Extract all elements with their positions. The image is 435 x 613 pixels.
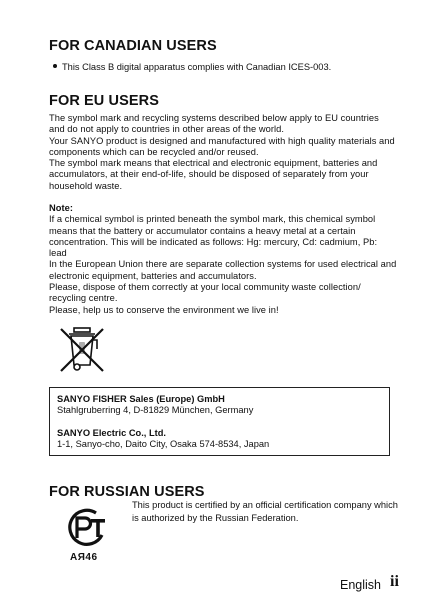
eu-paragraph: The symbol mark and recycling systems described below apply to EU countries and do not apply to countries in other areas of the world. — [49, 113, 379, 135]
contact-box — [49, 387, 390, 456]
company-name: SANYO FISHER Sales (Europe) GmbH — [57, 394, 225, 404]
eu-paragraph: The symbol mark means that electrical and electronic equipment, batteries and accumulators, at their end-of-life, should be disposed of separately from your household waste. — [49, 158, 378, 191]
russian-text: This product is certified by an official certification company which is authorized by the Russian Federation. — [132, 500, 398, 523]
eu-heading: FOR EU USERS — [49, 93, 159, 109]
page-number: ii — [390, 573, 399, 590]
canadian-bullet-text: This Class B digital apparatus complies with Canadian ICES-003. — [62, 62, 332, 72]
note-paragraph: If a chemical symbol is printed beneath the symbol mark, this chemical symbol means that the battery or accumulator contains a heavy metal at a certain concentration. This will be indicated as follows: Hg: mercury, Cd: cadmium, Pb: lead — [49, 214, 378, 259]
eu-body — [49, 113, 397, 192]
footer-language: English — [340, 578, 381, 592]
company-name: SANYO Electric Co., Ltd. — [57, 427, 166, 438]
note-label: Note: — [49, 203, 74, 213]
russian-heading: FOR RUSSIAN USERS — [49, 484, 205, 500]
eu-note — [49, 203, 397, 316]
pct-certification-mark-icon — [66, 508, 110, 548]
note-paragraph: Please, help us to conserve the environment we live in! — [49, 304, 279, 315]
certification-code: AЯ46 — [70, 552, 98, 563]
company-address: 1-1, Sanyo-cho, Daito City, Osaka 574-8534, Japan — [57, 438, 270, 449]
eu-paragraph: Your SANYO product is designed and manufactured with high quality materials and components which can be recycled and/or reused. — [49, 135, 395, 157]
note-paragraph: Please, dispose of them correctly at your local community waste collection/ recycling centre. — [49, 282, 361, 304]
company-address: Stahlgruberring 4, D-81829 München, Germany — [57, 405, 254, 416]
canadian-heading: FOR CANADIAN USERS — [49, 38, 217, 54]
note-paragraph: In the European Union there are separate collection systems for used electrical and electronic equipment, batteries and accumulators. — [49, 259, 397, 281]
bullet-icon — [53, 64, 57, 68]
canadian-bullet-item — [53, 62, 331, 73]
crossed-out-wheelie-bin-icon — [57, 325, 107, 373]
